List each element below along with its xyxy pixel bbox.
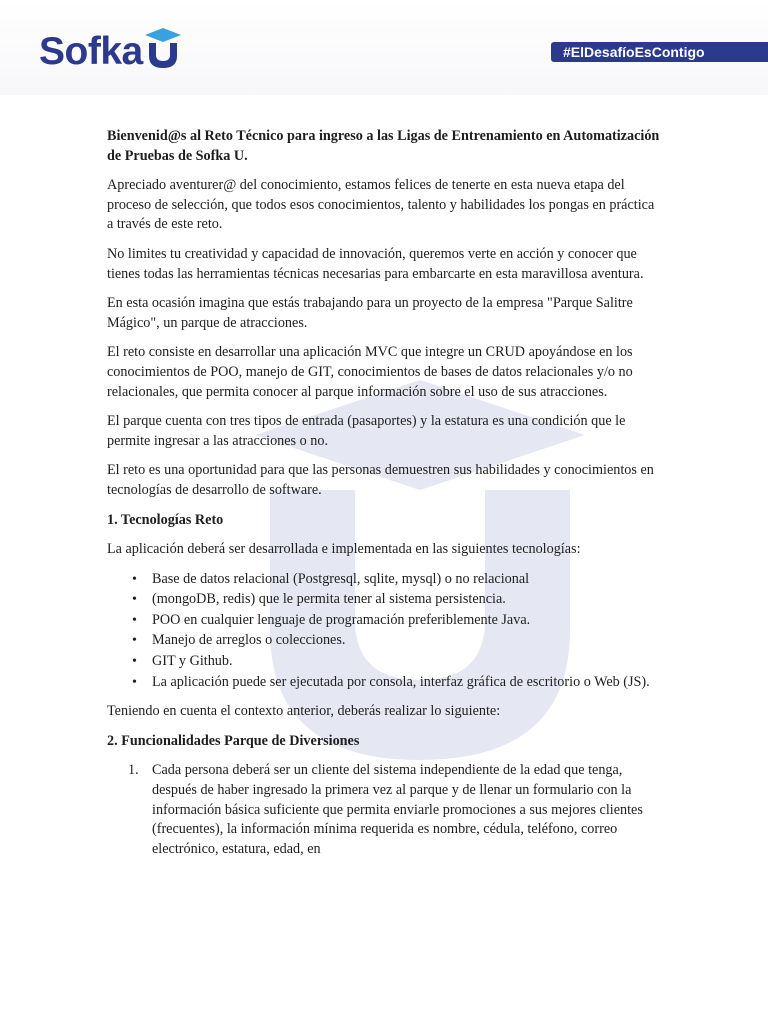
section-heading: 2. Funcionalidades Parque de Diversiones	[107, 732, 360, 749]
section-heading: 1. Tecnologías Reto	[107, 511, 224, 528]
paragraph: Apreciado aventurer@ del conocimiento, estamos felices de tenerte en esta nueva etapa del proceso de selección, que todos esos conocimientos, talento y habilidades los pongas en práctica a través de este reto.	[107, 177, 655, 233]
list-item	[107, 611, 662, 631]
bullet-icon: •	[132, 571, 137, 587]
list-item-text: (mongoDB, redis) que le permita tener al sistema persistencia.	[152, 591, 506, 608]
list-number: 1.	[128, 762, 139, 779]
list-item	[107, 570, 662, 590]
list-item	[107, 761, 662, 859]
hashtag-banner: #ElDesafíoEsContigo	[551, 42, 768, 62]
sofka-u-logo	[39, 22, 181, 82]
paragraph: En esta ocasión imagina que estás trabajando para un proyecto de la empresa "Parque Salitre Mágico", un parque de atracciones.	[107, 295, 633, 331]
paragraph: El reto es una oportunidad para que las personas demuestren sus habilidades y conocimientos en tecnologías de desarrollo de software.	[107, 462, 654, 498]
page-header	[0, 0, 768, 95]
doc-title: Bienvenid@s al Reto Técnico para ingreso a las Ligas de Entrenamiento en Automatización de Pruebas de Sofka U.	[107, 128, 660, 164]
list-item	[107, 652, 662, 672]
bullet-icon: •	[132, 633, 137, 649]
bullet-icon: •	[132, 674, 137, 690]
bullet-icon: •	[132, 592, 137, 608]
list-item-text: Cada persona deberá ser un cliente del sistema independiente de la edad que tenga, después de haber ingresado la primera vez al parque y de llenar un formulario con la información básica suficiente que permita enviarle promociones a sus mejores clientes (frecuentes), la información mínima requerida es nombre, cédula, teléfono, correo electrónico, estatura, edad, en	[152, 762, 643, 857]
graduation-cap-u-icon	[145, 28, 181, 70]
technology-list	[107, 570, 662, 693]
list-item-text: Base de datos relacional (Postgresql, sqlite, mysql) o no relacional	[152, 570, 530, 587]
document-body	[107, 127, 662, 859]
list-item-text: GIT y Github.	[152, 653, 233, 670]
list-item-text: POO en cualquier lenguaje de programación preferiblemente Java.	[152, 611, 531, 628]
bullet-icon: •	[132, 654, 137, 670]
list-item	[107, 673, 662, 693]
logo-wordmark: Sofka	[39, 30, 143, 73]
section-intro: La aplicación deberá ser desarrollada e implementada en las siguientes tecnologías:	[107, 541, 581, 558]
paragraph: No limites tu creatividad y capacidad de innovación, queremos verte en acción y conocer que tienes todas las herramientas técnicas necesarias para embarcarte en esta maravillosa aventura.	[107, 245, 644, 282]
bullet-icon: •	[132, 612, 137, 628]
list-item-text: La aplicación puede ser ejecutada por consola, interfaz gráfica de escritorio o Web (JS).	[152, 673, 650, 690]
list-item	[107, 631, 662, 651]
paragraph: El reto consiste en desarrollar una aplicación MVC que integre un CRUD apoyándose en los conocimientos de POO, manejo de GIT, conocimientos de bases de datos relacionales y/o no relacionales, que permita conocer al parque información sobre el uso de sus atracciones.	[107, 344, 633, 400]
list-item	[107, 590, 662, 610]
paragraph: El parque cuenta con tres tipos de entrada (pasaportes) y la estatura es una condición que le permite ingresar a las atracciones o no.	[107, 413, 626, 449]
list-item-text: Manejo de arreglos o colecciones.	[152, 632, 346, 649]
section-closing: Teniendo en cuenta el contexto anterior, deberás realizar lo siguiente:	[107, 703, 501, 720]
functionality-list	[107, 761, 662, 859]
